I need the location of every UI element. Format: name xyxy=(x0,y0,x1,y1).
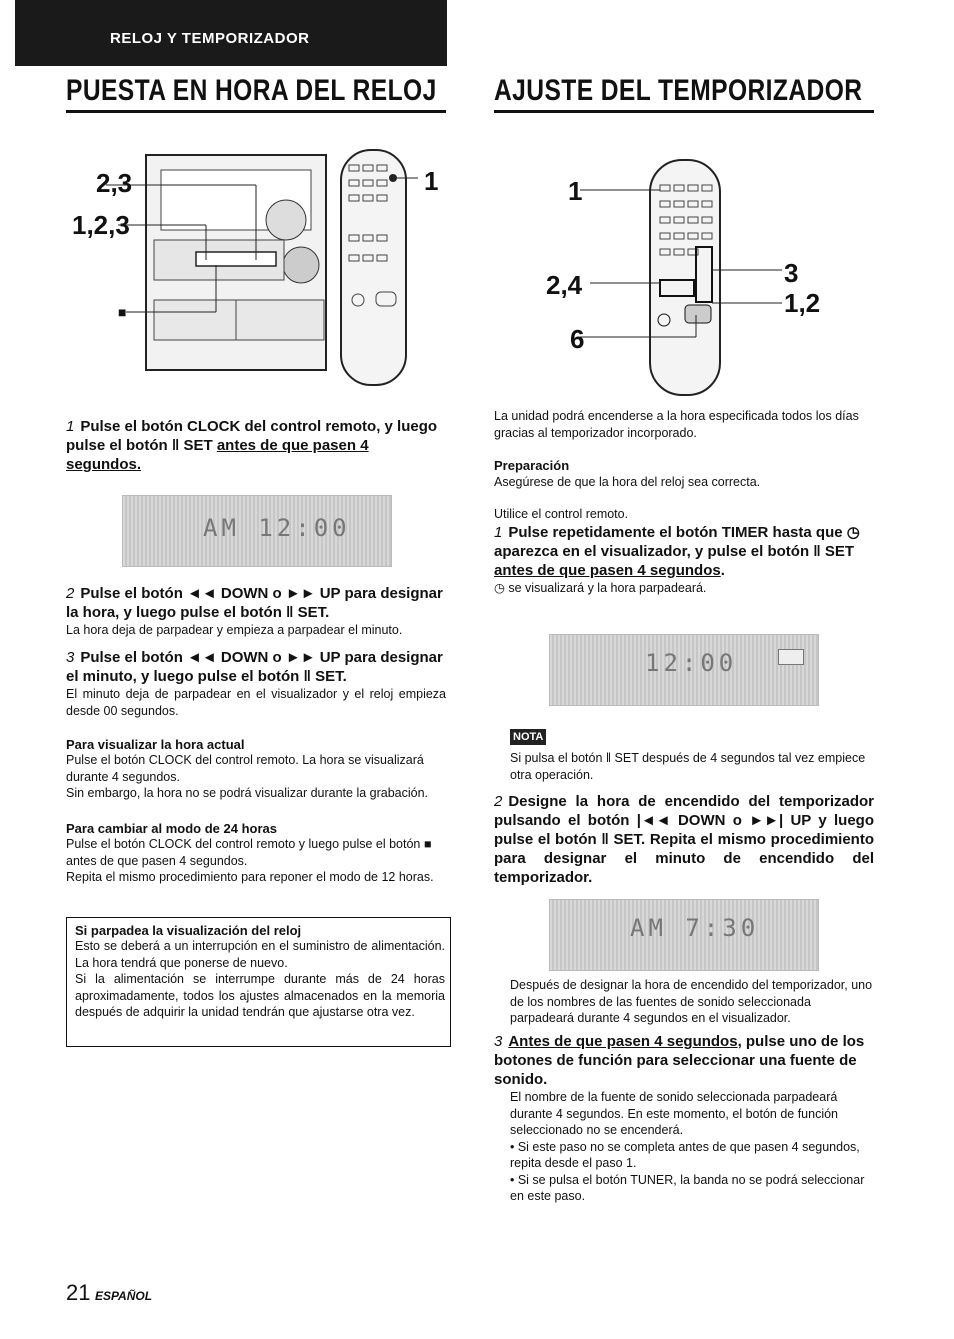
after-lcd3-text: Después de designar la hora de encendido del temporizador, uno de los nombres de las fuentes de sonido seleccionada parpadeará durante 4 segundos en el visualizador. xyxy=(510,978,873,1025)
sub-section-24h: Para cambiar al modo de 24 horas Pulse el botón CLOCK del control remoto y luego pulse el botón ■ antes de que pasen 4 segundos. Repita el mismo procedimiento para reponer el modo de 12 horas. xyxy=(66,821,434,884)
lcd-display-1 xyxy=(122,495,392,567)
left-step-2: 2 Pulse el botón ◄◄ DOWN o ►► UP para designar la hora, y luego pulse el botón ‖ SET. La hora deja de parpadear y empieza a parpadear el minuto. xyxy=(66,585,443,637)
prep-text-1: Asegúrese de que la hora del reloj sea correcta. xyxy=(494,475,761,489)
right-step-2: 2 Designe la hora de encendido del temporizador pulsando el botón |◄◄ DOWN o ►►| UP y luego pulse el botón ‖ SET. Repita el mismo procedimiento para designar el minuto de encendido del temporizador. xyxy=(494,793,874,886)
callout-stop: ■ xyxy=(118,304,127,320)
callout-1-2-3: 1,2,3 xyxy=(72,210,130,240)
bullet-1: • Si este paso no se completa antes de que pasen 4 segundos, repita desde el paso 1. xyxy=(510,1139,860,1170)
lcd-3-readout: AM 7:30 xyxy=(630,914,760,942)
callout-r-3: 3 xyxy=(784,258,799,288)
callout-r-1: 1 xyxy=(568,176,583,206)
left-step-1: 1 Pulse el botón CLOCK del control remoto, y luego pulse el botón ‖ SET antes de que pasen 4 segundos. xyxy=(66,418,438,473)
lcd-display-3 xyxy=(549,899,819,971)
left-title: PUESTA EN HORA DEL RELOJ xyxy=(66,74,437,107)
right-intro: La unidad podrá encenderse a la hora especificada todos los días gracias al temporizador incorporado. xyxy=(494,409,859,440)
section-tab-label: RELOJ Y TEMPORIZADOR xyxy=(110,30,310,47)
prep-title: Preparación xyxy=(494,458,570,473)
callout-r-6: 6 xyxy=(570,324,585,354)
bullet-2: • Si se pulsa el botón TUNER, la banda no se podrá seleccionar en este paso. xyxy=(510,1172,865,1203)
footer-language: ESPAÑOL xyxy=(94,1289,153,1303)
right-title-rule xyxy=(494,110,874,113)
right-title: AJUSTE DEL TEMPORIZADOR xyxy=(494,74,863,107)
sub-section-current-time: Para visualizar la hora actual Pulse el botón CLOCK del control remoto. La hora se visualizará durante 4 segundos. Sin embargo, la hora no se podrá visualizar durante la grabación. xyxy=(66,737,429,800)
warning-box: Si parpadea la visualización del reloj Esto se deberá a un interrupción en el suministro de alimentación. La hora tendrá que ponerse de nuevo. Si la alimentación se interrumpe durante más de 24 horas aproximadamente, todos los ajustes almacenados en la memoria después de adquirir la unidad tendrán que ajustarse otra vez. xyxy=(66,917,451,1047)
callout-1: 1 xyxy=(424,166,439,196)
nota-text: Si pulsa el botón ‖ SET después de 4 segundos tal vez empiece otra operación. xyxy=(510,751,866,782)
lcd-display-2 xyxy=(549,634,819,706)
lcd-1-readout: AM 12:00 xyxy=(203,514,351,542)
callout-2-3: 2,3 xyxy=(96,168,133,198)
lcd-2-readout: 12:00 xyxy=(645,649,738,677)
left-title-rule xyxy=(66,110,446,113)
callout-r-1-2: 1,2 xyxy=(784,288,821,318)
nota-label: NOTA xyxy=(510,729,546,745)
right-step-3: 3 Antes de que pasen 4 segundos, pulse uno de los botones de función para seleccionar una fuente de sonido. El nombre de la fuente de sonido seleccionada parpadeará durante 4 segundos. En este momento, el botón de función seleccionado no se encenderá. • Si este paso no se completa antes de que pasen 4 segundos, repita desde el paso 1. • Si se pulsa el botón TUNER, la banda no se podrá seleccionar en este paso. xyxy=(494,1032,874,1205)
page-number: 21 xyxy=(66,1280,91,1305)
callout-r-2-4: 2,4 xyxy=(546,270,583,300)
page-footer xyxy=(66,1280,152,1306)
section-tab xyxy=(15,0,447,66)
prep-text-2: Utilice el control remoto. xyxy=(494,507,629,521)
right-step-1: 1 Pulse repetidamente el botón TIMER hasta que ◷ aparezca en el visualizador, y pulse el botón ‖ SET antes de que pasen 4 segundos. ◷ se visualizará y la hora parpadeará. xyxy=(494,524,860,595)
timer-icon xyxy=(778,649,804,665)
left-step-3: 3 Pulse el botón ◄◄ DOWN o ►► UP para designar el minuto, y luego pulse el botón ‖ SET. El minuto deja de parpadear en el visualizador y el reloj empieza desde 00 segundos. xyxy=(66,649,446,718)
